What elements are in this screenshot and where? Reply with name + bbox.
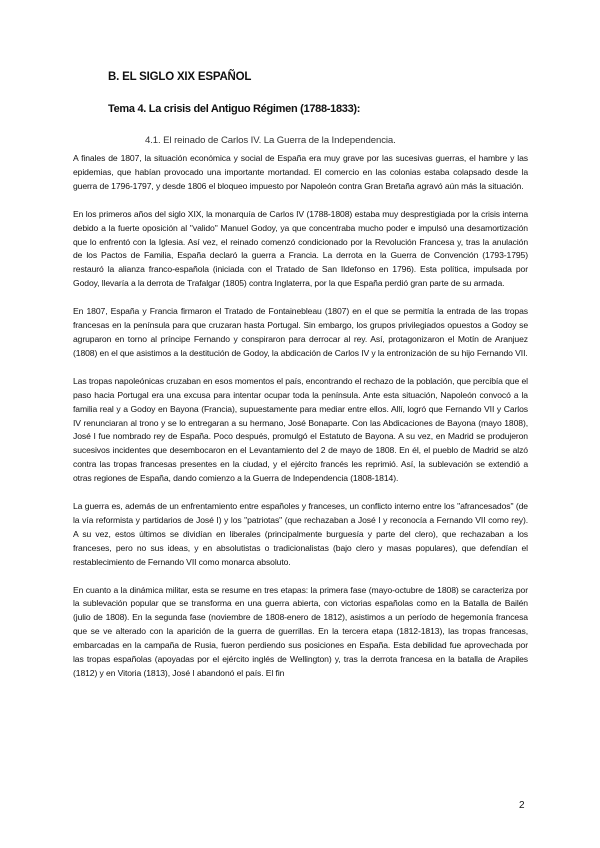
page-number: 2 — [519, 800, 525, 811]
paragraph-carlos-iv-reign: En los primeros años del siglo XIX, la monarquía de Carlos IV (1788-1808) estaba muy desprestigiada por la crisis interna debido a la fuerte oposición al "valido" Manuel Godoy, ya que concentraba mucho poder e impulsó una desamortización que lo enfrentó con la Iglesia. Así vez, el reinado comenzó condicionado por la Revolución Francesa y, tras la anulación de los Pactos de Familia, España declaró la guerra a Francia. La derrota en la Guerra de Convención (1793-1795) restauró la alianza franco-española (iniciada con el Tratado de San Ildefonso en 1796). Esta política, impulsada por Godoy, llevaría a la derrota de Trafalgar (1805) contra Inglaterra, por la que España perdió gran parte de su armada. — [73, 208, 528, 289]
topic-heading: Tema 4. La crisis del Antiguo Régimen (1788-1833): — [108, 103, 361, 115]
paragraph-internal-conflict: La guerra es, además de un enfrentamiento entre españoles y franceses, un conflicto interno entre los "afrancesados" (de la vía reformista y partidarios de José I) y los "patriotas" (que rechazaban a José I y reconocía a Fernando VII como rey). A su vez, estos últimos se dividían en liberales (principalmente burguesía y parte del clero), que rechazaban a los franceses, pero no sus ideas, y en absolutistas o tradicionalistas (bajo clero y masas populares), que defendían el restablecimiento de Fernando VII como monarca absoluto. — [73, 501, 528, 567]
subsection-heading: 4.1. El reinado de Carlos IV. La Guerra de la Independencia. — [145, 135, 396, 146]
paragraph-military-dynamics: En cuanto a la dinámica militar, esta se resume en tres etapas: la primera fase (mayo-octubre de 1808) se caracteriza por la sublevación popular que se transforma en una guerra abierta, con victorias españolas como en la Batalla de Bailén (julio de 1808). En la segunda fase (noviembre de 1808-enero de 1812), asistimos a un período de hegemonía francesa que se ve alterado con la aparición de la guerra de guerrillas. En la tercera etapa (1812-1813), las tropas francesas, embarcadas en la campaña de Rusia, fueron perdiendo sus posiciones en España. Esta debilidad fue aprovechada por las tropas españolas (apoyadas por el ejército inglés de Wellington) y, tras la derrota francesa en la batalla de Arapiles (1812) y en Vitoria (1813), José I abandonó el país. El fin — [73, 584, 528, 678]
paragraph-fontainebleau-treaty: En 1807, España y Francia firmaron el Tratado de Fontainebleau (1807) en el que se permitía la entrada de las tropas francesas en la península para que cruzaran hasta Portugal. Sin embargo, los grupos privilegiados opuestos a Godoy se agruparon en torno al príncipe Fernando y conspiraron para derrocar al rey. Así, protagonizaron el Motín de Aranjuez (1808) en el que asistimos a la destitución de Godoy, la abdicación de Carlos IV y la entronización de su hijo Fernando VII. — [73, 306, 528, 358]
body-text — [73, 152, 528, 695]
paragraph-economic-situation: A finales de 1807, la situación económica y social de España era muy grave por las sucesivas guerras, el hambre y las epidemias, que habían provocado una importante mortandad. El comercio en las colonias estaba colapsado desde la guerra de 1796-1797, y desde 1806 el bloqueo impuesto por Napoleón contra Gran Bretaña agravó aún más la situación. — [73, 153, 528, 191]
section-heading: B. EL SIGLO XIX ESPAÑOL — [108, 71, 252, 83]
paragraph-napoleonic-troops: Las tropas napoleónicas cruzaban en esos momentos el país, encontrando el rechazo de la población, que percibía que el paso hacia Portugal era una excusa para intentar ocupar toda la península. Ante esta situación, Napoleón convocó a la familia real y a Godoy en Bayona (Francia), supuestamente para mediar entre ellos. Allí, logró que Fernando VII y Carlos IV renunciaran al trono y se lo entregaran a su hermano, José Bonaparte. Con las Abdicaciones de Bayona (mayo 1808), José I fue nombrado rey de España. Poco después, promulgó el Estatuto de Bayona. A su vez, en Madrid se produjeron sucesivos incidentes que desembocaron en el Levantamiento del 2 de mayo de 1808. En él, el pueblo de Madrid se alzó contra las tropas francesas presentes en la ciudad, y el ejército francés les reprimió. Así, la sublevación se extendió a otras regiones de España, dando comienzo a la Guerra de Independencia (1808-1814). — [73, 375, 528, 484]
